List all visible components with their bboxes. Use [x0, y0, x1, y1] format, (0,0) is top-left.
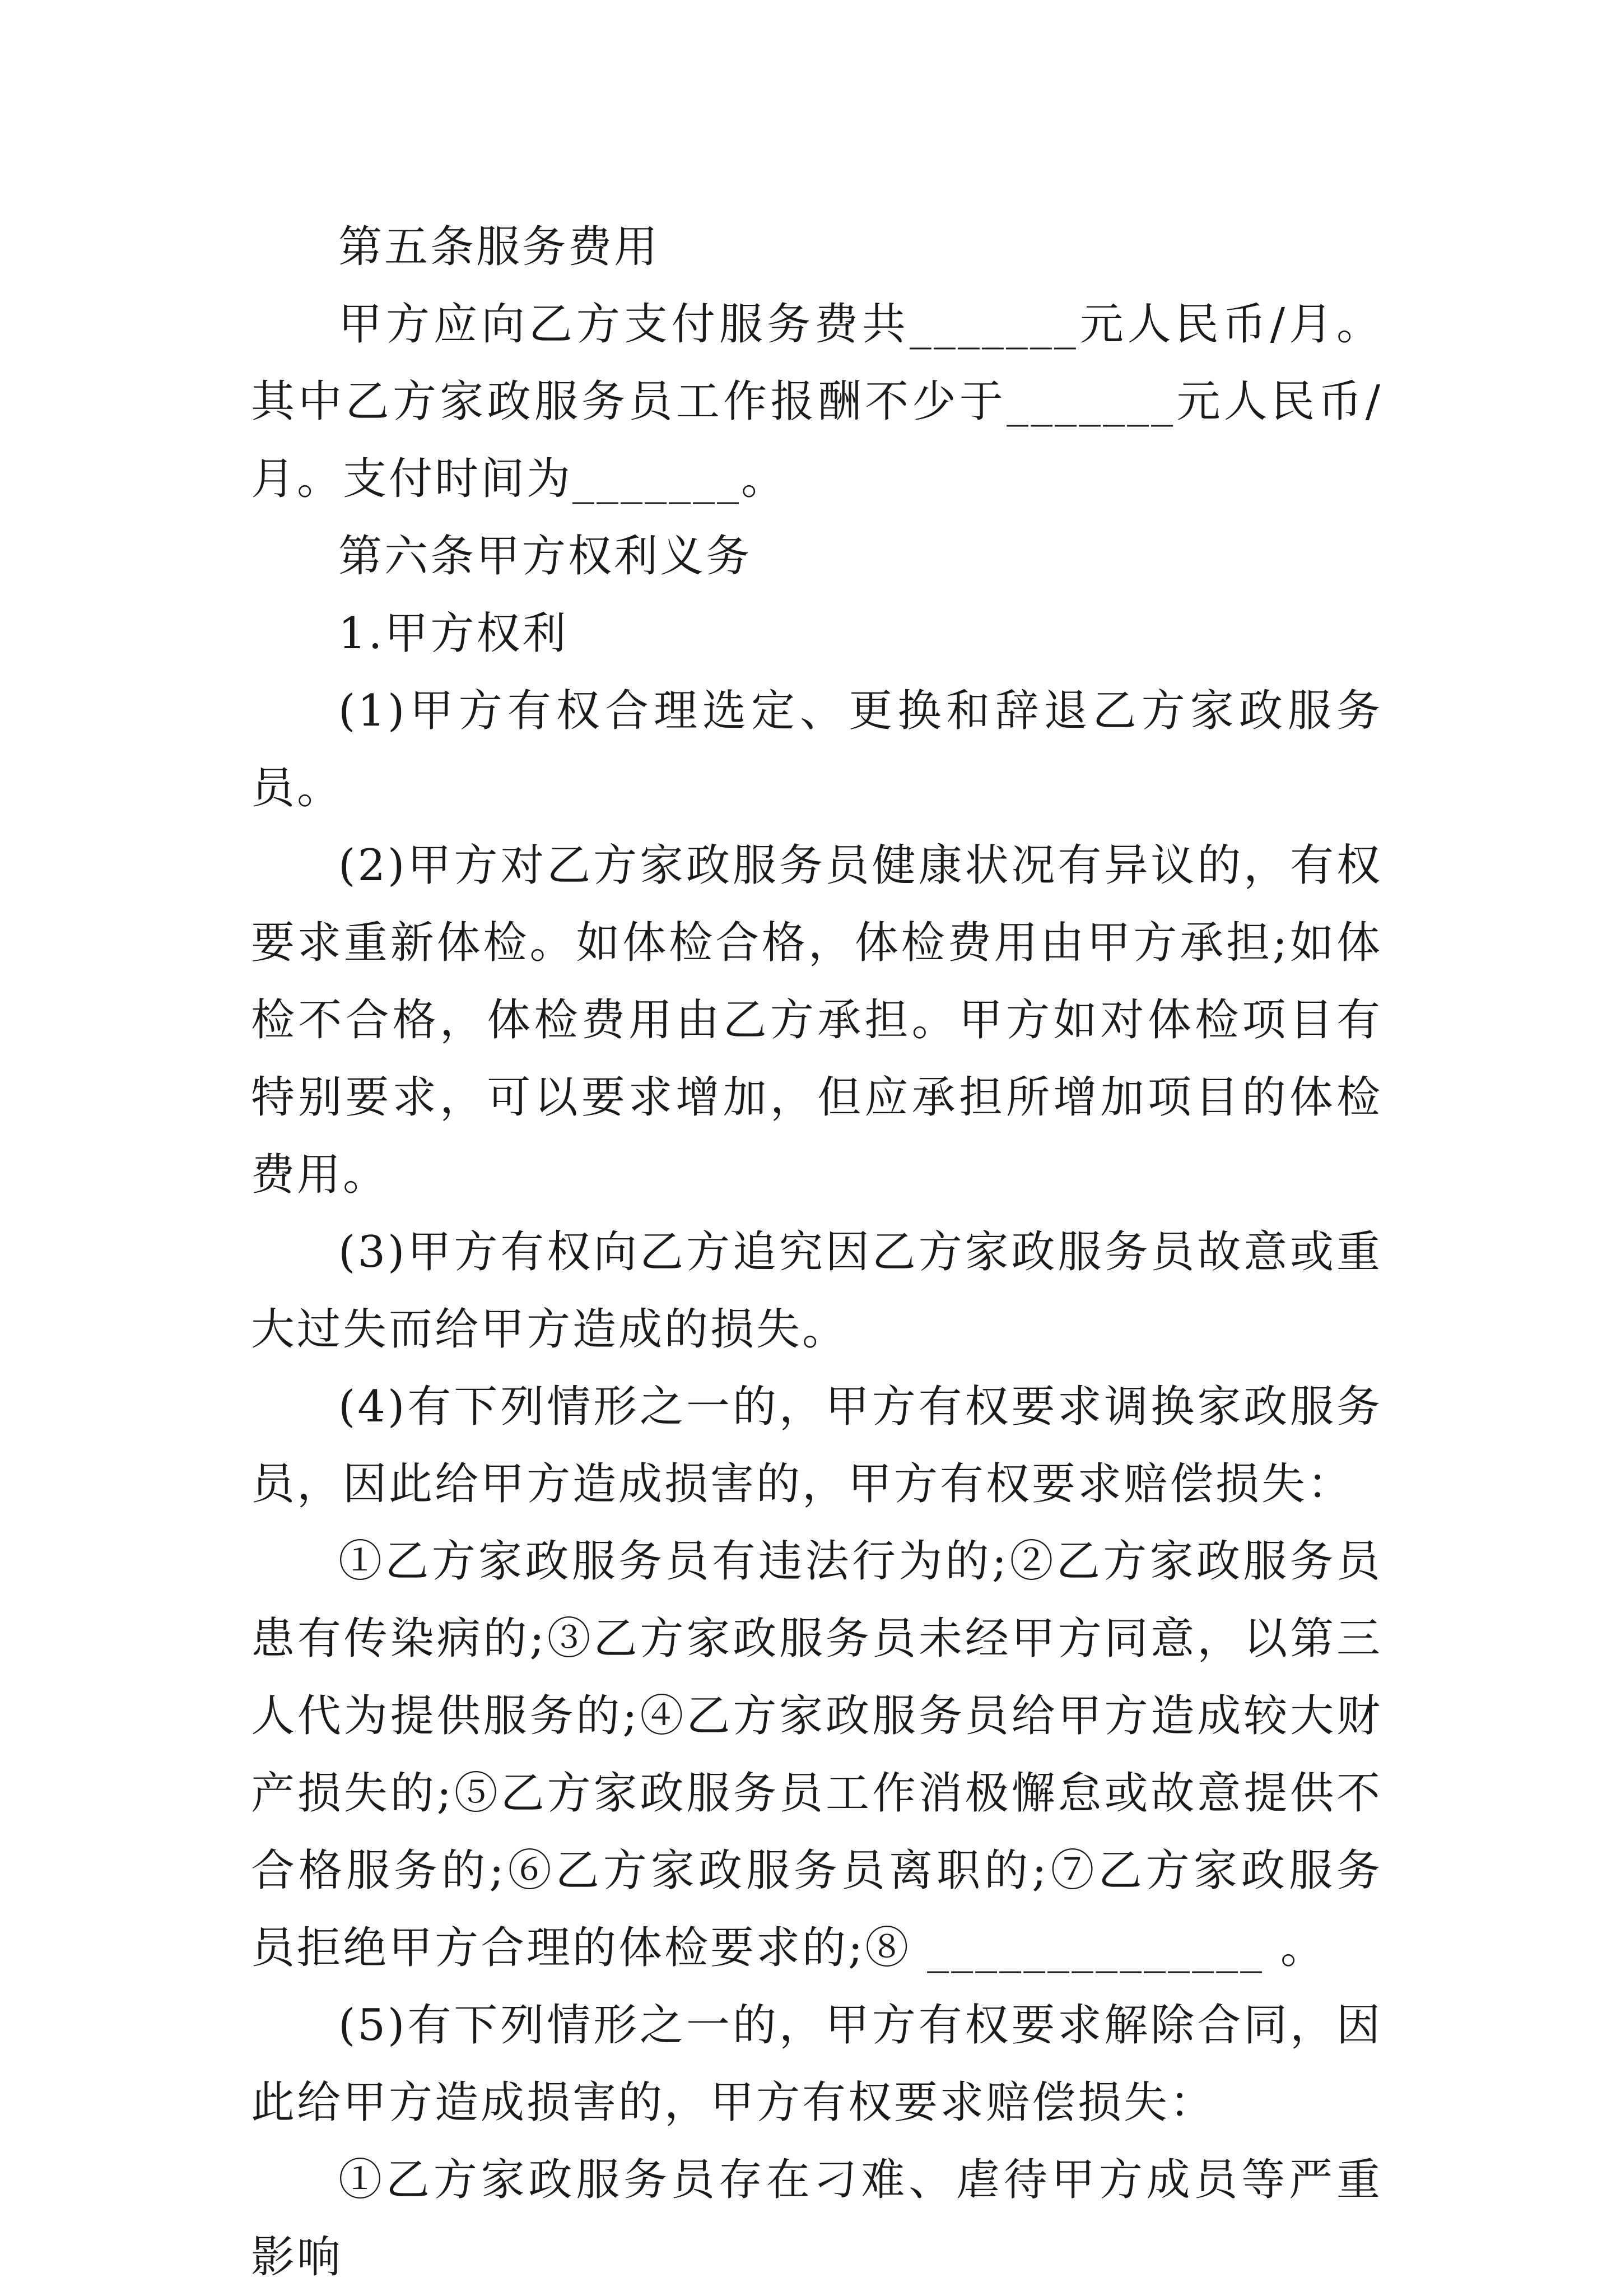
paragraph-right-4-items: ①乙方家政服务员有违法行为的;②乙方家政服务员患有传染病的;③乙方家政服务员未经甲方同意，以第三人代为提供服务的;④乙方家政服务员给甲方造成较大财产损失的;⑤乙方家政服务员工作消极懈怠或故意提供不合格服务的;⑥乙方家政服务员离职的;⑦乙方家政服务员拒绝甲方合理的体检要求的;⑧ ______________ 。 — [251, 1536, 1382, 1973]
paragraph-right-4: (4)有下列情形之一的，甲方有权要求调换家政服务员，因此给甲方造成损害的，甲方有权要求赔偿损失： — [251, 1382, 1382, 1509]
paragraph-right-3: (3)甲方有权向乙方追究因乙方家政服务员故意或重大过失而给甲方造成的损失。 — [251, 1227, 1382, 1355]
paragraph-right-5: (5)有下列情形之一的，甲方有权要求解除合同，因此给甲方造成损害的，甲方有权要求赔偿损失： — [251, 2000, 1382, 2128]
paragraph-right-1: (1)甲方有权合理选定、更换和辞退乙方家政服务员。 — [251, 686, 1382, 814]
section-heading-service-fee: 第五条服务费用 — [338, 222, 660, 272]
document-body — [251, 208, 1382, 2296]
paragraph-right-5-items: ①乙方家政服务员存在刁难、虐待甲方成员等严重影响 — [251, 2155, 1382, 2283]
paragraph-service-fee-terms: 甲方应向乙方支付服务费共_______元人民币/月。其中乙方家政服务员工作报酬不少于_______元人民币/月。支付时间为_______。 — [251, 299, 1382, 504]
paragraph-right-2: (2)甲方对乙方家政服务员健康状况有异议的，有权要求重新体检。如体检合格，体检费用由甲方承担;如体检不合格，体检费用由乙方承担。甲方如对体检项目有特别要求，可以要求增加，但应承担所增加项目的体检费用。 — [251, 840, 1382, 1200]
section-heading-party-a-rights: 第六条甲方权利义务 — [338, 531, 752, 582]
subsection-heading-party-a-rights: 1.甲方权利 — [338, 608, 569, 659]
